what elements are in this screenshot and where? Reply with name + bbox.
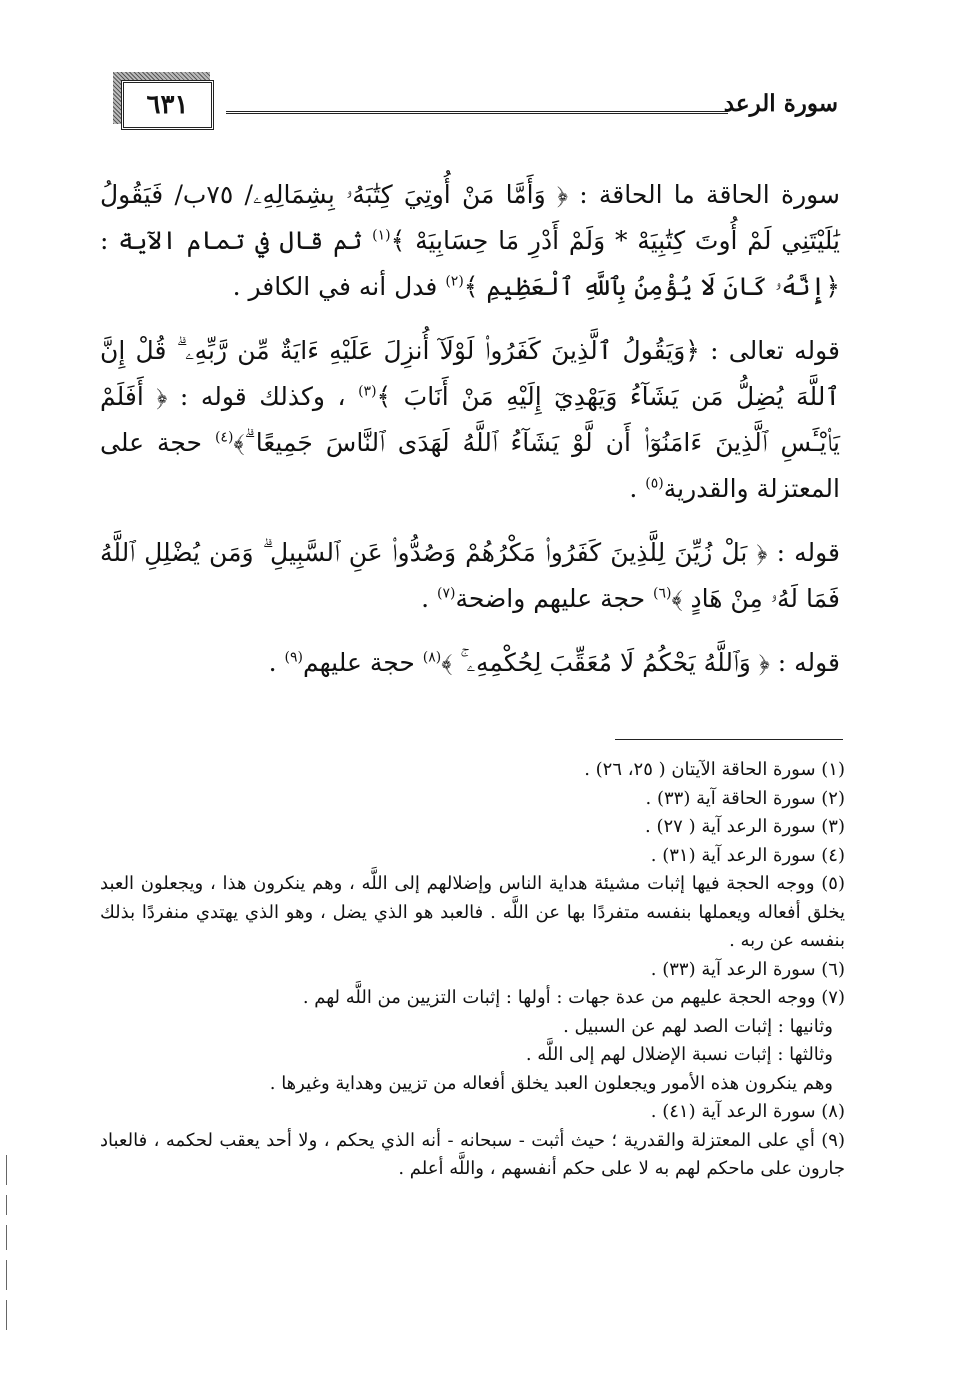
footnote-line: (٥) ووجه الحجة فيها إثبات مشيئة هداية الناس وإضلالهم إلى اللَّه ، وهم ينكرون هذا ، ويجعلون العبد يخلق أفعاله ويعملها بنفسه متفردًا بها عن اللَّه . فالعبد هو الذي يضل ، وهو الذي يهتدي منفردًا بذلك بنفسه عن ربه . <box>100 873 845 951</box>
margin-mark <box>6 1225 7 1250</box>
quran-verse: ﴿ أَفَلَمْ يَا۟يْـَٔسِ ٱلَّذِينَ ءَامَنُوٓا۟ أَن لَّوْ يَشَآءُ ٱللَّهُ لَهَدَى ٱلنَّاسَ جَمِيعًا ۗ﴾ <box>100 382 841 457</box>
footnote-ref: (٤) <box>214 429 234 446</box>
footnote-line: وهم ينكرون هذه الأمور ويجعلون العبد يخلق أفعاله من تزيين وهداية وغيرها . <box>269 1072 833 1094</box>
quran-verse: ﴿ وَأَمَّا مَنْ أُوتِيَ كِتَٰبَهُۥ بِشِمَالِهِۦ/ ٧٥ب/ فَيَقُولُ يَٰلَيْتَنِي لَمْ أُوتَ كِتَٰبِيَهْ * وَلَمْ أَدْرِ مَا حِسَابِيَهْ ﴾ <box>100 180 840 255</box>
text-segment: . <box>421 584 438 613</box>
margin-mark <box>6 1195 7 1215</box>
footnote-separator <box>615 739 843 740</box>
footnote-line: (٤) سورة الرعد آية (٣١) . <box>650 844 845 866</box>
text-segment: قوله : <box>769 648 840 677</box>
footnote <box>100 813 845 842</box>
text-segment: فدل أنه في الكافر . <box>232 272 446 301</box>
text-segment: ثم قال في تمام الآية : <box>100 226 373 255</box>
paragraph <box>100 328 840 512</box>
quran-verse: ﴿ وَٱللَّهُ يَحْكُمُ لَا مُعَقِّبَ لِحُكْمِهِۦ ۚ ﴾ <box>441 648 770 677</box>
text-segment: . <box>629 474 646 503</box>
quran-verse: ﴿وَيَقُولُ ٱلَّذِينَ كَفَرُوا۟ لَوْلَآ أُنزِلَ عَلَيْهِ ءَايَةٌ مِّن رَّبِّهِۦ ۗ قُلْ إِنَّ ٱللَّهَ يُضِلُّ مَن يَشَآءُ وَيَهْدِيٓ إِلَيْهِ مَنْ أَنَابَ ﴾ <box>100 336 840 411</box>
footnote-ref: (٣) <box>358 383 377 400</box>
footnote-ref: (٧) <box>437 585 456 602</box>
margin-mark <box>6 1260 7 1290</box>
main-text <box>100 172 840 686</box>
paragraph <box>100 172 840 310</box>
footnote-line: (٣) سورة الرعد آية ( ٢٧) . <box>645 816 845 837</box>
footnote-ref: (١) <box>372 227 391 244</box>
text-segment: حجة عليهم واضحة <box>455 584 654 613</box>
text-segment: قوله : <box>767 538 840 567</box>
footnote-ref: (٥) <box>645 475 664 492</box>
footnote-line: (٧) ووجه الحجة عليهم من عدة جهات : أولها : إثبات التزيين من اللَّه لهم . <box>302 987 845 1008</box>
footnote-line: (١) سورة الحاقة الآيتان ( ٢٥، ٢٦) . <box>584 759 845 780</box>
footnote <box>100 842 845 871</box>
footnote <box>100 1098 845 1127</box>
footnote-line: (٨) سورة الرعد آية (٤١) . <box>650 1101 845 1122</box>
paragraph <box>100 530 840 622</box>
header-rule <box>226 111 728 114</box>
margin-mark <box>6 1155 7 1185</box>
footnote-line: وثالثها : إثبات نسبة الإضلال لهم إلى اللَّه . <box>525 1044 833 1065</box>
margin-mark <box>6 1300 7 1330</box>
footnote <box>100 756 845 785</box>
text-segment: سورة الحاقة ما الحاقة : <box>567 180 840 209</box>
footnote <box>100 956 845 985</box>
footnote <box>100 984 845 1098</box>
text-segment: . <box>268 648 285 677</box>
footnote-line: (٦) سورة الرعد آية (٣٣) . <box>650 958 845 980</box>
page-number: ٦٣١ <box>121 80 214 130</box>
surah-title: سورة الرعد <box>723 90 838 117</box>
quran-verse: ﴿إِنَّهُۥ كَانَ لَا يُؤْمِنُ بِٱللَّهِ ٱلْعَظِيمِ ﴾ <box>463 272 840 301</box>
footnote <box>100 785 845 814</box>
footnote-ref: (٦) <box>653 585 672 602</box>
text-segment: حجة على المعتزلة والقدرية <box>100 428 840 503</box>
footnote-line: وثانيها : إثبات الصد لهم عن السبيل . <box>563 1015 833 1037</box>
footnote-line: (٩) أي على المعتزلة والقدرية ؛ حيث أثبت - سبحانه - أنه الذي يحكم ، ولا أحد يعقب لحكمه ، فالعباد جارون على ماحكم لهم به لا على حكم أنفسهم ، واللَّه أعلم . <box>100 1129 845 1179</box>
footnote-ref: (٢) <box>445 273 464 290</box>
footnote <box>100 870 845 956</box>
footnotes <box>100 756 845 1184</box>
footnote <box>100 1127 845 1184</box>
text-segment: قوله تعالى : <box>699 336 840 365</box>
text-segment: ، وكذلك قوله : <box>167 382 359 411</box>
paragraph <box>100 640 840 686</box>
footnote-ref: (٩) <box>284 649 303 666</box>
text-segment: حجة عليهم <box>302 648 423 677</box>
footnote-ref: (٨) <box>422 649 442 666</box>
quran-verse: ﴿ بَلْ زُيِّنَ لِلَّذِينَ كَفَرُوا۟ مَكْرُهُمْ وَصُدُّوا۟ عَنِ ٱلسَّبِيلِ ۗ وَمَن يُضْلِلِ ٱللَّهُ فَمَا لَهُۥ مِنْ هَادٍ ﴾ <box>100 538 840 613</box>
footnote-line: (٢) سورة الحاقة آية (٣٣) . <box>645 787 845 809</box>
